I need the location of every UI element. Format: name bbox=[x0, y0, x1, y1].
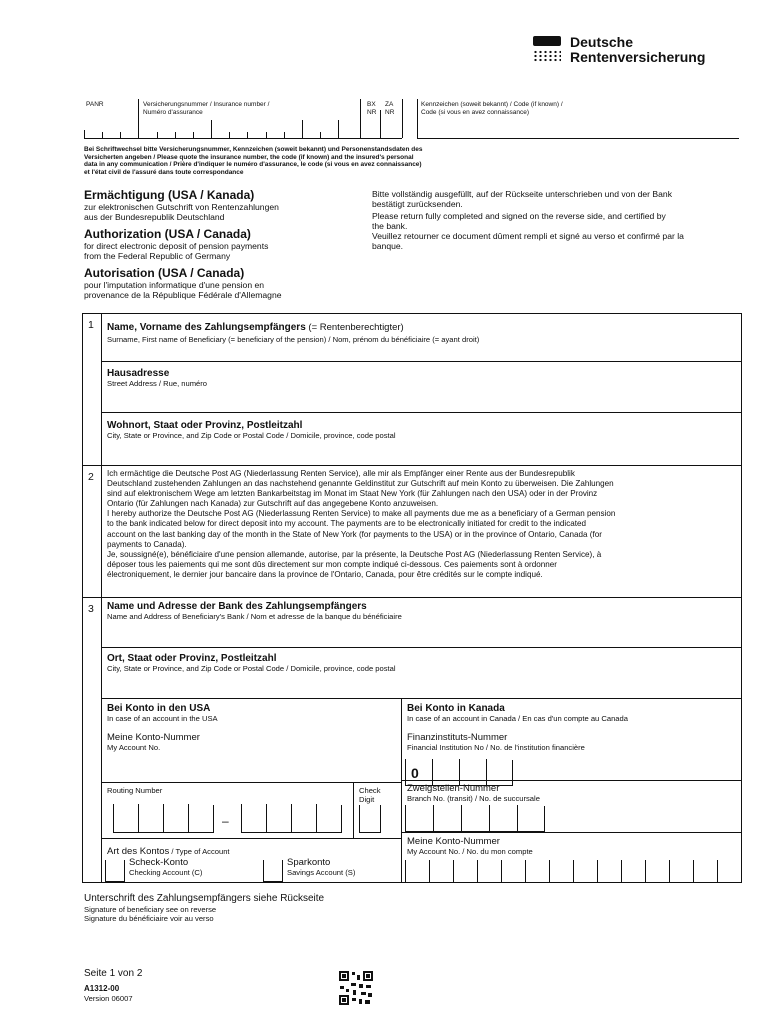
checking-account-label: Scheck-Konto Checking Account (C) bbox=[129, 857, 203, 877]
title-en-sub-1: for direct electronic deposit of pension payments bbox=[84, 241, 269, 251]
check-digit-input[interactable] bbox=[359, 805, 381, 833]
title-fr: Autorisation (USA / Canada) bbox=[84, 266, 245, 280]
title-de: Ermächtigung (USA / Kanada) bbox=[84, 188, 255, 202]
financial-institution-label: Finanzinstituts-Nummer Financial Institution No / No. de l'institution financière bbox=[407, 732, 585, 752]
logo-bar-icon bbox=[533, 36, 561, 46]
authorization-text-fr: Je, soussigné(e), bénéficiaire d'une pension allemande, autorise, par la présente, la Deutsche Post AG (Niederlassung Renten Service), à déposer tous les paiements qui me sont dûs directement sur mon compte indiqué ci-dessous. Ces paiements sont à ordonner électroniquement, le dernier jour bancaire dans la province de l'Ontario, Canada, pour être crédités sur le compte indiqué. bbox=[107, 549, 602, 579]
section-2-number: 2 bbox=[88, 471, 94, 483]
title-de-sub-1: zur elektronischen Gutschrift von Rentenzahlungen bbox=[84, 202, 279, 212]
branch-number-input[interactable] bbox=[405, 806, 545, 832]
reference-label: Kennzeichen (soweit bekannt) / Code (if known) / bbox=[421, 101, 563, 108]
signature-note bbox=[84, 893, 324, 923]
usa-account-header: Bei Konto in den USA In case of an account in the USA bbox=[107, 703, 218, 723]
beneficiary-name-sub: Surname, First name of Beneficiary (= beneficiary of the pension) / Nom, prénom du bénéficiaire (= ayant droit) bbox=[107, 335, 480, 344]
routing-number-label: Routing Number bbox=[107, 786, 163, 795]
qr-code-icon bbox=[339, 971, 373, 1005]
branch-number-label: Zweigstellen-Nummer Branch No. (transit) / No. de succursale bbox=[407, 783, 540, 803]
savings-account-label: Sparkonto Savings Account (S) bbox=[287, 857, 356, 877]
instructions: Bitte vollständig ausgefüllt, auf der Rückseite unterschrieben und von der Bank bestätigt zurücksenden. Please return fully completed and signed on the reverse side, and certified by the bank. Veuillez retourner ce document dûment rempli et signé au verso et confirmé par la banque. bbox=[372, 189, 684, 251]
savings-account-checkbox[interactable] bbox=[263, 860, 283, 882]
authorization-text-de: Ich ermächtige die Deutsche Post AG (Niederlassung Renten Service), alle mir als Empfänger einer Rente aus der Bundesrepublik Deutschland zustehenden Zahlungen an das nachstehend genannte Geldinstitut zur Gutschrift auf mein Konto zu überweisen. Die Zahlungen sind auf elektronischem Wege am letzten Bankarbeitstag im Monat im Staat New York (für Zahlungen nach den USA) oder in der Provinz Ontario (für Zahlungen nach Kanada) zur Gutschrift auf das angegebene Konto anzuweisen. bbox=[107, 469, 614, 509]
form-id: A1312-00 bbox=[84, 984, 120, 993]
insurance-number-label-fr: Numéro d'assurance bbox=[143, 109, 203, 116]
bx-label: BX bbox=[367, 101, 376, 108]
nr-label-2: NR bbox=[385, 109, 395, 116]
form-version: Version 06007 bbox=[84, 994, 133, 1003]
section-1-number: 1 bbox=[88, 319, 94, 331]
title-de-sub-2: aus der Bundesrepublik Deutschland bbox=[84, 212, 225, 222]
authorization-form bbox=[82, 313, 742, 883]
page-number: Seite 1 von 2 bbox=[84, 968, 143, 979]
authorization-text-en: I hereby authorize the Deutsche Post AG (Niederlassung Renten Service) to make all payments due me as a beneficiary of a German pension to the bank indicated below for direct deposit into my account. The payments are to be electronically initiated for credit to the indicated account on the last banking day of the month in the State of New York (for payments to the USA) or in the province of Ontario, Canada (for payments to Canada). bbox=[107, 509, 616, 549]
za-label: ZA bbox=[385, 101, 394, 108]
deutsche-rentenversicherung-logo bbox=[533, 36, 723, 68]
section-3-number: 3 bbox=[88, 603, 94, 615]
canada-account-header: Bei Konto in Kanada In case of an account in Canada / En cas d'un compte au Canada bbox=[407, 703, 628, 723]
nr-label-1: NR bbox=[367, 109, 377, 116]
panr-label: PANR bbox=[86, 101, 104, 108]
signature-note-fr: Signature du bénéficiaire voir au verso bbox=[84, 913, 214, 923]
signature-note-en: Signature of beneficiary see on reverse bbox=[84, 904, 217, 914]
bank-name-address-field[interactable]: Name und Adresse der Bank des Zahlungsempfängers Name and Address of Beneficiary's Bank / Nom et adresse de la banque du bénéficiaire bbox=[107, 601, 402, 621]
title-block bbox=[84, 188, 354, 300]
street-address-field[interactable]: Hausadresse Street Address / Rue, numéro bbox=[107, 368, 208, 388]
title-en: Authorization (USA / Canada) bbox=[84, 227, 251, 241]
routing-dash: – bbox=[222, 814, 229, 828]
usa-account-number-field[interactable]: Meine Konto-Nummer My Account No. bbox=[107, 732, 200, 752]
insurance-number-label: Versicherungsnummer / Insurance number / bbox=[143, 101, 270, 108]
reference-label-fr: Code (si vous en avez connaissance) bbox=[421, 109, 530, 116]
logo-line-1: Deutsche bbox=[570, 34, 634, 50]
beneficiary-name-title: Name, Vorname des Zahlungsempfängers bbox=[107, 322, 306, 333]
bank-city-state-zip-field[interactable]: Ort, Staat oder Provinz, Postleitzahl City, State or Province, and Zip Code or Postal Code / Domicile, province, code postal bbox=[107, 653, 396, 673]
logo-dots-icon bbox=[533, 50, 561, 62]
footer bbox=[84, 967, 142, 1003]
logo-line-2: Rentenversicherung bbox=[570, 48, 706, 65]
check-digit-label: Check Digit bbox=[359, 786, 381, 804]
canada-account-number-label: Meine Konto-Nummer My Account No. / No. du mon compte bbox=[407, 836, 533, 856]
checking-account-checkbox[interactable] bbox=[105, 860, 125, 882]
account-type-label: Art des Kontos / Type of Account bbox=[107, 846, 230, 857]
authorization-text bbox=[107, 469, 736, 580]
canada-account-number-input[interactable] bbox=[405, 860, 741, 882]
financial-institution-prefill: 0 bbox=[411, 765, 419, 781]
title-fr-sub-2: provenance de la République Fédérale d'Allemagne bbox=[84, 290, 282, 300]
title-fr-sub-1: pour l'imputation informatique d'une pension en bbox=[84, 280, 265, 290]
city-state-zip-field[interactable]: Wohnort, Staat oder Provinz, Postleitzahl City, State or Province, and Zip Code or Postal Code / Domicile, province, code postal bbox=[107, 420, 396, 440]
correspondence-note: Bei Schriftwechsel bitte Versicherungsnummer, Kennzeichen (soweit bekannt) und Personenstandsdaten des Versicherten angeben / Please quote the insurance number, the code (if known) and the insured's personal data in any communication / Prière d'indiquer le numéro d'assurance, le code (si vous en avez connaissance) et l'état civil de l'assuré dans toute correspondance bbox=[84, 146, 423, 176]
signature-note-de: Unterschrift des Zahlungsempfängers siehe Rückseite bbox=[84, 893, 325, 904]
beneficiary-name-field[interactable]: Name, Vorname des Zahlungsempfängers (= Rentenberechtigter) Surname, First name of Beneficiary (= beneficiary of the pension) / Nom, prénom du bénéficiaire (= ayant droit) bbox=[107, 317, 737, 344]
title-en-sub-2: from the Federal Republic of Germany bbox=[84, 251, 231, 261]
